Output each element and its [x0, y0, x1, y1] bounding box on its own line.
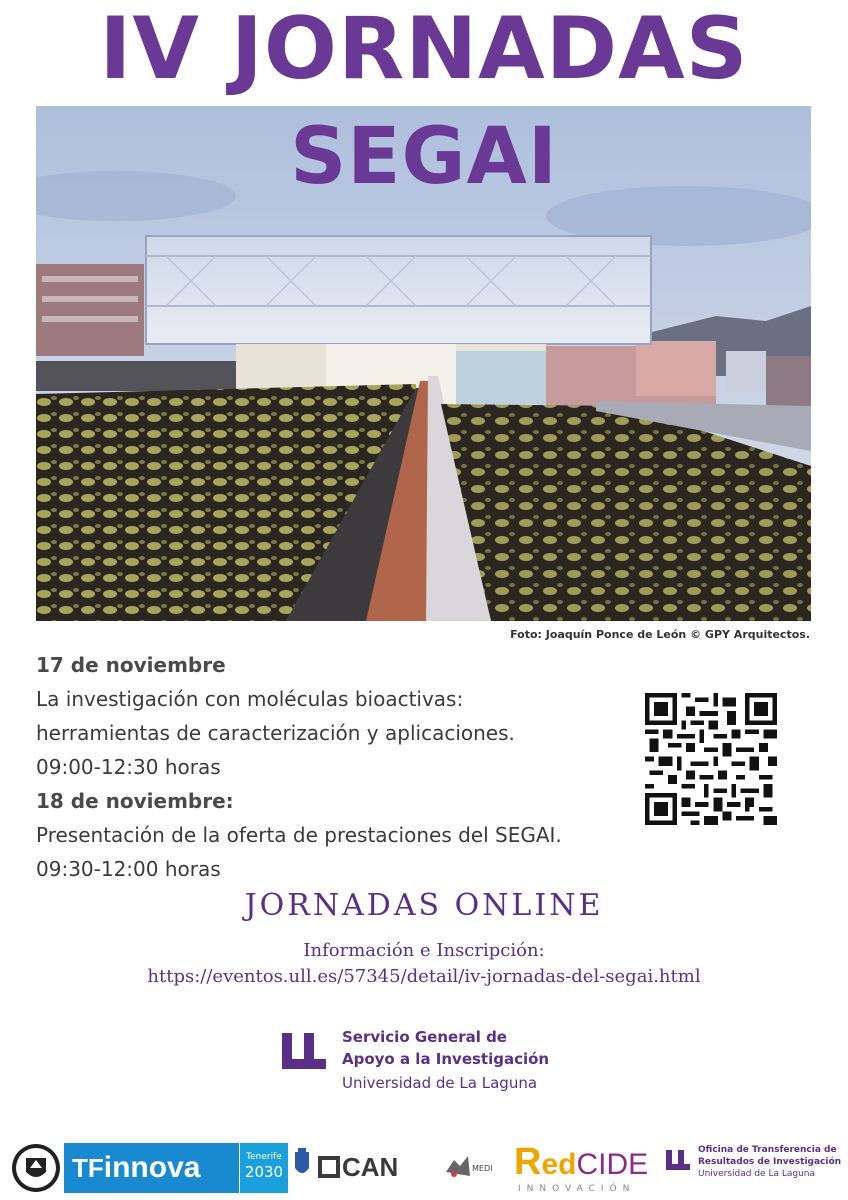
segai-logo	[278, 1027, 618, 1097]
redcide-r: R	[514, 1141, 542, 1183]
medi-logo	[444, 1152, 514, 1186]
can-square-icon	[318, 1156, 340, 1178]
photo-credit: Foto: Joaquín Ponce de León © GPY Arquitectos.	[510, 628, 810, 641]
tenerife-2030-a: Tenerife	[246, 1152, 282, 1162]
schedule	[36, 648, 636, 886]
cabildo-crest-icon	[292, 1146, 312, 1182]
tfinnova-logo	[64, 1143, 239, 1193]
otri-line2: Resultados de Investigación	[698, 1157, 842, 1167]
day1-time: 09:00-12:30 horas	[36, 755, 221, 779]
day1-topic-line2: herramientas de caracterización y aplicaciones.	[36, 721, 515, 745]
medi-map-icon	[444, 1152, 472, 1182]
segai-line1: Servicio General de	[342, 1028, 507, 1046]
tenerife-2030-logo	[240, 1143, 288, 1193]
day2-date: 18 de noviembre:	[36, 789, 234, 813]
day2-topic-line1: Presentación de la oferta de prestaciones del SEGAI.	[36, 823, 562, 847]
tenerife-2030-b: 2030	[244, 1163, 284, 1181]
segai-line3: Universidad de La Laguna	[342, 1074, 538, 1092]
segai-line2: Apoyo a la Investigación	[342, 1050, 550, 1068]
registration-link[interactable]: https://eventos.ull.es/57345/detail/iv-jornadas-del-segai.html	[147, 966, 701, 987]
online-heading: JORNADAS ONLINE	[244, 888, 604, 923]
redcide-sub: INNOVACIÓN	[518, 1184, 636, 1194]
otri-line1: Oficina de Transferencia de	[698, 1145, 837, 1155]
otri-mark-icon	[664, 1148, 692, 1172]
title-line-2: SEGAI	[290, 112, 558, 202]
redcide-logo	[514, 1140, 654, 1198]
redcide-ed: ed	[541, 1148, 577, 1181]
day1-topic-line1: La investigación con moléculas bioactivas:	[36, 687, 464, 711]
qr-code-icon[interactable]	[645, 693, 777, 825]
tfinnova-tf: TF	[72, 1153, 104, 1183]
info-label: Información e Inscripción:	[303, 940, 545, 961]
day1-date: 17 de noviembre	[36, 653, 226, 677]
medi-text: MEDI	[472, 1164, 493, 1173]
otri-logo	[664, 1144, 848, 1194]
otri-line3: Universidad de La Laguna	[698, 1169, 816, 1179]
redcide-cide: CIDE	[576, 1148, 649, 1181]
tfinnova-rest: innova	[103, 1151, 201, 1184]
can-logo	[318, 1150, 438, 1184]
title-line-1: IV JORNADAS	[99, 0, 749, 99]
sponsor-footer	[0, 1138, 848, 1200]
ull-mark-icon	[278, 1029, 330, 1073]
day2-time: 09:30-12:00 horas	[36, 857, 221, 881]
can-text: CAN	[342, 1152, 399, 1182]
tenerife-shield-icon	[10, 1142, 62, 1194]
